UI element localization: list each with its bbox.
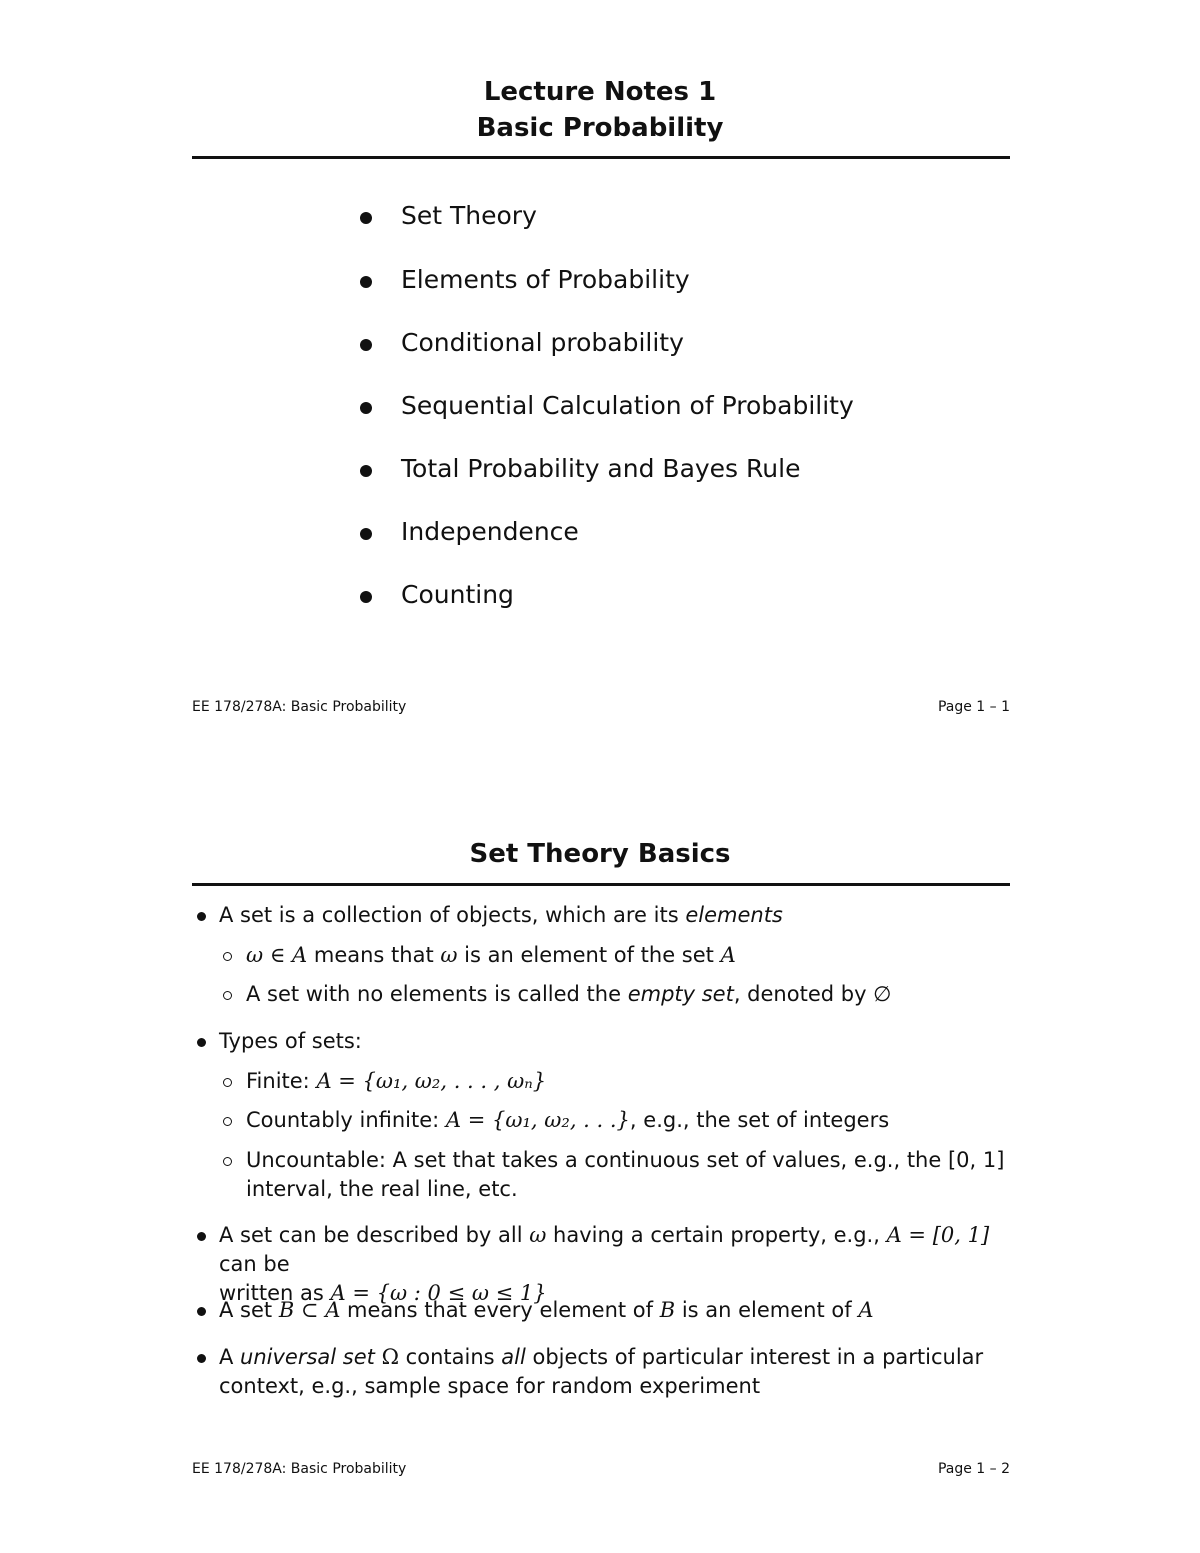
bullet-icon [197,1038,206,1047]
title-rule [192,883,1010,886]
slide-title-line1: Lecture Notes 1 [483,77,717,107]
bullet-icon [197,1307,206,1316]
bullet-icon [360,402,372,414]
sub-bullet-icon [223,952,232,961]
bullet-icon [360,212,372,224]
slide-title-line2: Basic Probability [476,113,724,143]
sub-bullet-icon [223,1157,232,1166]
bullet-icon [360,276,372,288]
bullet-icon [360,339,372,351]
footer-page-number: Page 1 – 1 [937,699,1010,715]
sub-bullet-icon [223,1117,232,1126]
footer-page-number: Page 1 – 2 [937,1461,1010,1477]
sub-bullet-icon [223,991,232,1000]
title-rule [192,156,1010,159]
footer-course: EE 178/278A: Basic Probability [192,1461,407,1477]
bullet-icon [360,591,372,603]
footer-course: EE 178/278A: Basic Probability [192,699,407,715]
bullet-icon [197,1232,206,1241]
bullet-icon [197,1354,206,1363]
bullet-icon [197,912,206,921]
bullet-icon [360,465,372,477]
bullet-icon [360,528,372,540]
sub-bullet-icon [223,1078,232,1087]
slide-title: Set Theory Basics [469,839,731,869]
